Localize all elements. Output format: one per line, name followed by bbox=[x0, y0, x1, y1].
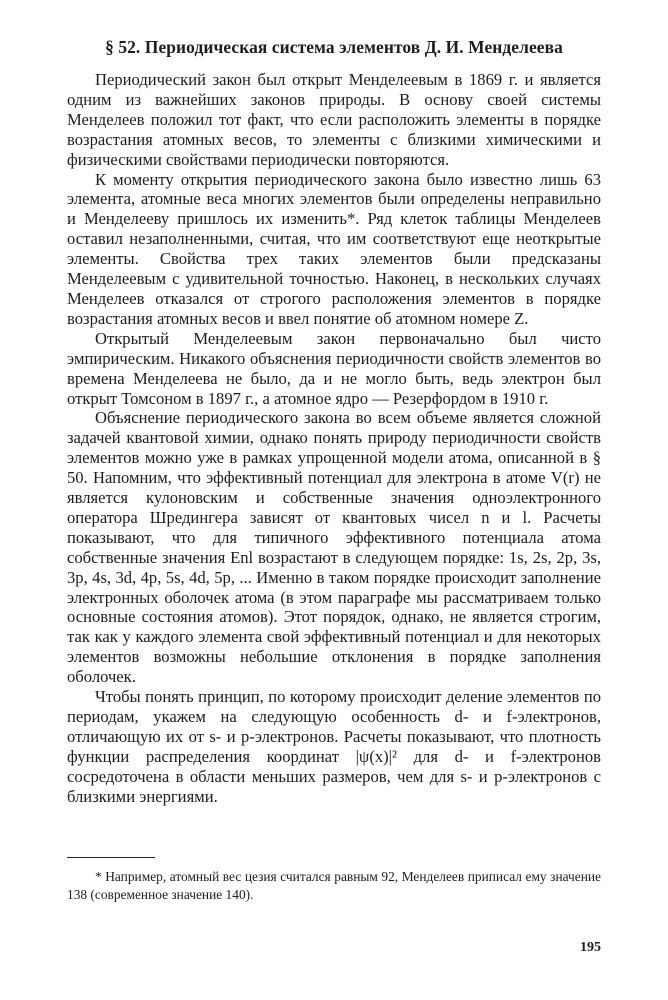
paragraph-3: Открытый Менделеевым закон первоначально был чисто эмпирическим. Никакого объяснения периодичности свойств элементов во времена Менделеева не было, да и не могло быть, ведь электрон был открыт Томсоном в 1897 г., а атомное ядро — Резерфордом в 1910 г. bbox=[67, 328, 601, 408]
document-page bbox=[67, 30, 601, 980]
footnote-text: * Например, атомный вес цезия считался равным 92, Менделеев приписал ему значение 138 (современное значение 140). bbox=[67, 869, 601, 902]
footnote bbox=[67, 868, 601, 904]
footnote-divider bbox=[67, 857, 155, 858]
paragraph-2: К моменту открытия периодического закона было известно лишь 63 элемента, атомные веса многих элементов были определены неправильно и Менделееву пришлось их изменить*. Ряд клеток таблицы Менделеев оставил незаполненными, считая, что им соответствуют еще неоткрытые элементы. Свойства трех таких элементов были предсказаны Менделеевым с удивительной точностью. Наконец, в нескольких случаях Менделеев отказался от строгого расположения элементов в порядке возрастания атомных весов и ввел понятие об атомном номере Z. bbox=[67, 169, 601, 328]
paragraph-1: Периодический закон был открыт Менделеевым в 1869 г. и является одним из важнейших законов природы. В основу своей системы Менделеев положил тот факт, что если расположить элементы в порядке возрастания атомных весов, то элементы с близкими химическими и физическими свойствами периодически повторяются. bbox=[67, 70, 601, 169]
page-number: 195 bbox=[580, 940, 601, 955]
body-text bbox=[67, 70, 601, 807]
paragraph-5: Чтобы понять принцип, по которому происходит деление элементов по периодам, укажем на следующую особенность d- и f-электронов, отличающую их от s- и p-электронов. Расчеты показывают, что плотность функции распределения координат |ψ(x)|² для d- и f-электронов сосредоточена в области меньших размеров, чем для s- и p-электронов с близкими энергиями. bbox=[67, 687, 601, 806]
section-title: § 52. Периодическая система элементов Д. И. Менделеева bbox=[105, 37, 563, 57]
paragraph-4: Объяснение периодического закона во всем объеме является сложной задачей квантовой химии, однако понять природу периодичности свойств элементов можно уже в рамках упрощенной модели атома, описанной в § 50. Напомним, что эффективный потенциал для электрона в атоме V(r) не является кулоновским и собственные значения одноэлектронного оператора Шредингера зависят от квантовых чисел n и l. Расчеты показывают, что для типичного эффективного потенциала атома собственные значения Enl возрастают в следующем порядке: 1s, 2s, 2p, 3s, 3p, 4s, 3d, 4p, 5s, 4d, 5p, ... Именно в таком порядке происходит заполнение электронных оболочек атома (в этом параграфе мы рассматриваем только основные состояния атомов). Этот порядок, однако, не является строгим, так как у каждого элемента свой эффективный потенциал и для некоторых элементов возможны небольшие отклонения в порядке заполнения оболочек. bbox=[67, 408, 601, 687]
